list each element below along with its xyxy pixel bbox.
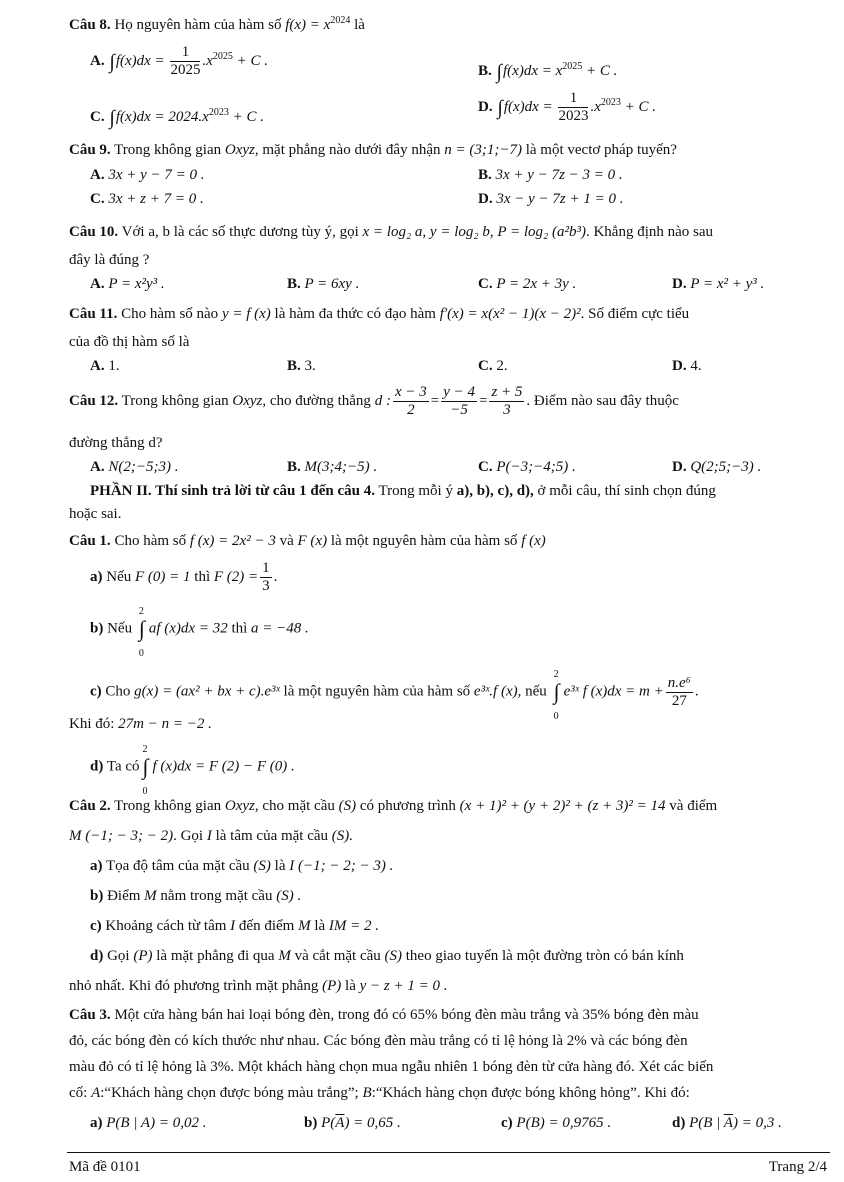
statement-text: Khi đó:	[69, 716, 115, 732]
question-11-stem	[69, 305, 689, 323]
math: .x	[202, 52, 213, 69]
math: y = f (x)	[221, 306, 271, 322]
denominator: 3	[262, 578, 270, 594]
exam-code: Mã đề 0101	[69, 1159, 141, 1175]
option-key: D.	[672, 358, 687, 374]
numerator: 1	[170, 44, 200, 62]
math: M(3;4;−5) .	[304, 459, 378, 475]
question-text: đây là đúng ?	[69, 252, 150, 268]
math: f(x)dx = 2024.x	[115, 109, 209, 125]
question-text: Trong không gian	[114, 798, 222, 814]
option-key: C.	[478, 459, 493, 475]
question-text: là hàm đa thức có đạo hàm	[274, 306, 436, 322]
math: F (x)	[297, 533, 328, 549]
question-12-stem: Câu 12. Trong không gian Oxyz, cho đường thẳng d : $\frac{x - 3}{2}$ = $\frac{y - 4}{-5}$ = $\frac{z + 5}{3}$ . Điểm nào sau đây thuộc	[69, 384, 679, 418]
option-d	[672, 357, 702, 375]
math: F (2) =	[213, 568, 259, 585]
question-text: Một cửa hàng bán hai loại bóng đèn, trong đó có 65% bóng đèn màu trắng và 35% bóng đèn màu	[114, 1007, 699, 1023]
statement-key: b)	[90, 888, 104, 904]
statement-c	[501, 1114, 611, 1132]
math: IM = 2 .	[328, 918, 380, 934]
definite-integral-sign: ∫ 2 0	[142, 747, 151, 787]
math: P = 2x + 3y .	[496, 276, 577, 292]
question-label: Câu 2.	[69, 798, 111, 814]
statement-text: là một nguyên hàm của hàm số	[283, 683, 471, 700]
statement-b	[90, 606, 309, 659]
math: (x + 1)² + (y + 2)² + (z + 3)² = 14	[459, 798, 666, 814]
statement-b	[304, 1114, 401, 1132]
question-text: :“Khách hàng chọn được bóng không hỏng”. Khi đó:	[371, 1085, 690, 1101]
option-text: 3.	[304, 358, 316, 374]
numerator: n.e⁶	[667, 674, 691, 691]
math: M	[298, 918, 311, 934]
math: I (−1; − 2; − 3) .	[289, 858, 394, 874]
math: 3x − y − 7z + 1 = 0 .	[496, 191, 624, 207]
question-text: đỏ, các bóng đèn có kích thước như nhau. Các bóng đèn màu trắng có tỉ lệ hỏng là 2% và các bóng đèn	[69, 1033, 688, 1049]
option-a	[90, 166, 205, 184]
math: (S)	[338, 798, 357, 814]
math: e³ˣ.f (x)	[473, 683, 518, 700]
question-label: Câu 8.	[69, 17, 111, 33]
fraction	[393, 384, 429, 419]
statement-key: a)	[90, 568, 103, 585]
question-text: của đồ thị hàm số là	[69, 334, 190, 350]
option-b	[287, 458, 377, 476]
math: f (x)	[521, 533, 546, 549]
math: ) = 0,65 .	[344, 1115, 401, 1131]
statement-text: là mặt phẳng đi qua	[156, 948, 275, 964]
integral-sign: ∫	[109, 50, 115, 73]
question-9-stem	[69, 141, 677, 159]
fraction	[260, 560, 272, 595]
question-text: , cho đường thẳng	[262, 392, 371, 409]
math: M	[278, 948, 291, 964]
option-key: D.	[672, 276, 687, 292]
math: g(x) = (ax² + bx + c).e³ˣ	[134, 683, 280, 700]
math: f (x)dx = F (2) − F (0) .	[152, 758, 295, 775]
option-key: D.	[672, 459, 687, 475]
statement-c-continuation	[69, 715, 212, 733]
statement-text: Tọa độ tâm của mặt cầu	[105, 858, 250, 874]
question-text: đường thẳng d?	[69, 435, 163, 451]
statement-text: , nếu	[517, 683, 547, 700]
option-key: B.	[287, 459, 301, 475]
math: (S)	[384, 948, 403, 964]
option-key: B.	[478, 63, 492, 79]
denominator: 2023	[558, 108, 589, 124]
option-key: D.	[478, 98, 493, 115]
fraction	[441, 384, 477, 419]
question-text: cố:	[69, 1085, 88, 1101]
upper-limit: 2	[553, 669, 559, 680]
question-text: Cho hàm số	[114, 533, 187, 549]
statement-key: c)	[501, 1115, 513, 1131]
math: B	[362, 1085, 372, 1101]
footer-divider	[67, 1152, 830, 1153]
statement-text: nhỏ nhất. Khi đó phương trình mặt phẳng	[69, 978, 319, 994]
option-key: C.	[90, 109, 105, 125]
math: + C .	[624, 98, 656, 115]
denominator: 2025	[170, 62, 201, 78]
math: Oxyz	[224, 798, 255, 814]
math: f(x)dx =	[115, 52, 165, 69]
question-text: Trong không gian	[121, 392, 229, 409]
math: (S).	[331, 828, 354, 844]
option-c	[90, 190, 204, 208]
question-text: và	[279, 533, 294, 549]
question-text: . Số điểm cực tiểu	[580, 306, 690, 322]
denominator: 2	[407, 402, 415, 418]
question-label: Câu 11.	[69, 306, 118, 322]
option-key: C.	[478, 358, 493, 374]
tf-question-3-stem	[69, 1006, 699, 1024]
question-label: Câu 3.	[69, 1007, 111, 1023]
complement-event: $\overline{A}$	[723, 1115, 733, 1131]
integral-sign: ∫	[497, 96, 503, 119]
statement-c	[90, 917, 379, 935]
math: + C .	[586, 63, 618, 79]
question-text: Trong không gian	[114, 142, 222, 158]
math: (P)	[322, 978, 342, 994]
option-c	[90, 104, 264, 127]
statement-a	[90, 857, 393, 875]
statement-key: d)	[90, 948, 104, 964]
exponent: 2025	[562, 61, 583, 72]
section-title: PHẦN II. Thí sinh trả lời từ câu 1 đến câu 4.	[90, 483, 375, 499]
math: I	[206, 828, 212, 844]
lower-limit: 0	[553, 711, 559, 722]
statement-text: Ta có	[106, 758, 140, 775]
numerator: x − 3	[394, 384, 427, 400]
math: Oxyz	[224, 142, 255, 158]
option-key: A.	[90, 167, 105, 183]
denominator: 3	[503, 402, 511, 418]
math: f(x)dx = x	[503, 63, 563, 79]
complement-event: $\overline{A}$	[335, 1115, 345, 1131]
math: P(B) = 0,9765 .	[516, 1115, 612, 1131]
math: (S)	[253, 858, 271, 874]
math: Oxyz	[232, 392, 263, 409]
math: f′(x) = x(x² − 1)(x − 2)²	[439, 306, 581, 322]
question-text: màu đỏ có tỉ lệ hỏng là 3%. Một khách hàng chọn mua ngẫu nhiên 1 bóng đèn từ cửa hàng đó. Xét các biến	[69, 1059, 714, 1075]
upper-limit: 2	[138, 606, 144, 617]
math: I	[230, 918, 236, 934]
math: P(B | A) = 0,02 .	[106, 1115, 207, 1131]
question-10-stem	[69, 223, 713, 241]
option-d	[672, 458, 761, 476]
statement-text: nằm trong mặt cầu	[160, 888, 273, 904]
option-a	[90, 275, 165, 293]
math: 3x + y − 7 = 0 .	[108, 167, 205, 183]
statement-key: d)	[90, 758, 104, 775]
math: f(x)dx =	[503, 98, 553, 115]
option-key: A.	[90, 276, 105, 292]
question-label: Câu 10.	[69, 224, 119, 240]
numerator: 1	[558, 90, 588, 108]
tf-question-2-stem-continuation	[69, 827, 353, 845]
statement-key: c)	[90, 683, 102, 700]
question-text: Họ nguyên hàm của hàm số	[114, 17, 282, 33]
math: d :	[374, 392, 391, 409]
math: a = −48 .	[251, 620, 309, 637]
question-text: . Điểm nào sau đây thuộc	[526, 392, 679, 409]
question-text: và điểm	[669, 798, 718, 814]
statement-text: là	[314, 918, 326, 934]
statement-text: đến điểm	[238, 918, 295, 934]
question-text: là một vectơ pháp tuyến?	[525, 142, 677, 158]
exponent: 2025	[212, 50, 233, 62]
statement-text: Gọi	[107, 948, 130, 964]
tf-question-2-stem	[69, 797, 717, 815]
integral-sign: ∫	[496, 60, 502, 83]
option-b	[478, 166, 623, 184]
question-text: là tâm của mặt cầu	[215, 828, 329, 844]
math: y − z + 1 = 0 .	[359, 978, 448, 994]
option-key: C.	[90, 191, 105, 207]
statement-text: theo giao tuyến là một đường tròn có bán kính	[405, 948, 684, 964]
math: n = (3;1;−7)	[444, 142, 522, 158]
statement-d	[90, 744, 295, 797]
math: M (−1; − 3; − 2)	[69, 828, 174, 844]
math: P = x² + y³ .	[690, 276, 765, 292]
statement-key: a)	[90, 1115, 103, 1131]
numerator: y − 4	[443, 384, 475, 400]
denominator: 27	[671, 692, 687, 709]
math: P(	[321, 1115, 336, 1131]
question-text: :“Khách hàng chọn được bóng màu trắng”;	[100, 1085, 359, 1101]
statement-key: b)	[90, 620, 104, 637]
statement-a	[90, 560, 277, 595]
statement-text: Nếu	[107, 620, 133, 637]
math: (P)	[133, 948, 153, 964]
option-key: A.	[90, 358, 105, 374]
statement-d-continuation	[69, 977, 447, 995]
math: P = 6xy .	[304, 276, 360, 292]
option-a	[90, 357, 120, 375]
statement-a	[90, 1114, 206, 1132]
numerator: z + 5	[491, 384, 523, 400]
statement-c	[90, 669, 699, 722]
question-text: Cho hàm số nào	[121, 306, 219, 322]
exponent: 2024	[330, 15, 351, 26]
denominator: −5	[450, 402, 468, 418]
math: P(B |	[689, 1115, 724, 1131]
section-text-bold: a), b), c), d),	[456, 483, 534, 499]
option-b	[478, 58, 617, 81]
math: x = log₂ a, y = log₂ b, P = log₂ (a²b³)	[362, 224, 586, 240]
option-key: B.	[287, 358, 301, 374]
statement-key: a)	[90, 858, 103, 874]
question-text-events	[69, 1084, 690, 1102]
statement-key: d)	[672, 1115, 686, 1131]
statement-text: thì	[231, 620, 248, 637]
tf-question-1-stem	[69, 532, 546, 550]
math: F (0) = 1	[135, 568, 191, 585]
question-label: Câu 12.	[69, 392, 119, 409]
question-label: Câu 1.	[69, 533, 111, 549]
statement-text: thì	[194, 568, 211, 585]
statement-text: Điểm	[107, 888, 141, 904]
fraction	[170, 44, 200, 79]
definite-integral-sign: ∫ 2 0	[553, 672, 562, 712]
option-d	[478, 190, 624, 208]
question-text: , cho mặt cầu	[254, 798, 335, 814]
math: af (x)dx = 32	[148, 620, 228, 637]
question-text: , mặt phẳng nào dưới đây nhận	[254, 142, 441, 158]
option-a	[90, 44, 268, 79]
math: + C .	[232, 109, 264, 125]
question-8-stem	[69, 12, 365, 34]
option-key: A.	[90, 52, 105, 69]
math: 27m − n = −2 .	[118, 716, 212, 732]
statement-text: là	[274, 858, 286, 874]
math: e³ˣ f (x)dx = m +	[563, 683, 664, 700]
math: + C .	[236, 52, 268, 69]
statement-d	[672, 1114, 782, 1132]
part-2-heading	[90, 482, 716, 500]
statement-text: Cho	[105, 683, 131, 700]
math: ) = 0,3 .	[732, 1115, 782, 1131]
math: f (x) = 2x² − 3	[189, 533, 276, 549]
exponent: 2023	[208, 107, 229, 118]
upper-limit: 2	[142, 744, 148, 755]
question-text: . Khẳng định nào sau	[585, 224, 714, 240]
option-text: 1.	[108, 358, 120, 374]
option-c	[478, 458, 576, 476]
math: M	[144, 888, 157, 904]
question-text: là một nguyên hàm của hàm số	[330, 533, 518, 549]
exponent: 2023	[600, 96, 621, 108]
math: P(−3;−4;5) .	[496, 459, 576, 475]
punctuation: .	[273, 568, 278, 585]
definite-integral-sign: ∫ 2 0	[138, 609, 147, 649]
math: N(2;−5;3) .	[108, 459, 179, 475]
option-key: A.	[90, 459, 105, 475]
option-key: B.	[287, 276, 301, 292]
question-text: Với a, b là các số thực dương tùy ý, gọi	[121, 224, 359, 240]
question-text: là	[354, 17, 365, 33]
section-text: ở mỗi câu, thí sinh chọn đúng	[537, 483, 716, 499]
fraction	[558, 90, 588, 125]
statement-key: c)	[90, 918, 102, 934]
statement-text: Khoảng cách từ tâm	[105, 918, 227, 934]
math: (S) .	[276, 888, 302, 904]
statement-key: b)	[304, 1115, 318, 1131]
question-text: . Gọi	[173, 828, 204, 844]
fraction	[666, 675, 693, 710]
numerator: 1	[262, 560, 270, 576]
option-c	[478, 275, 576, 293]
lower-limit: 0	[142, 786, 148, 797]
integral-sign: ∫	[109, 106, 115, 129]
option-text: 2.	[496, 358, 508, 374]
statement-b	[90, 887, 301, 905]
option-b	[287, 357, 316, 375]
option-d	[478, 90, 656, 125]
math: f(x) = x	[285, 17, 331, 33]
statement-text: là	[345, 978, 356, 994]
page-number: Trang 2/4	[768, 1159, 827, 1175]
option-d	[672, 275, 764, 293]
option-key: D.	[478, 191, 493, 207]
statement-text: Nếu	[106, 568, 132, 585]
math: P = x²y³ .	[108, 276, 165, 292]
section-text: hoặc sai.	[69, 506, 122, 522]
math: A	[91, 1085, 101, 1101]
option-a	[90, 458, 178, 476]
question-text: có phương trình	[359, 798, 456, 814]
statement-text: và cắt mặt cầu	[294, 948, 381, 964]
option-key: C.	[478, 276, 493, 292]
math: .x	[590, 98, 601, 115]
option-c	[478, 357, 508, 375]
fraction	[489, 384, 524, 419]
math: 3x + z + 7 = 0 .	[108, 191, 204, 207]
option-b	[287, 275, 359, 293]
statement-d	[90, 947, 684, 965]
option-key: B.	[478, 167, 492, 183]
section-text: Trong mỗi ý	[378, 483, 453, 499]
math: 3x + y − 7z − 3 = 0 .	[495, 167, 623, 183]
punctuation: .	[694, 683, 699, 700]
question-label: Câu 9.	[69, 142, 111, 158]
math: Q(2;5;−3) .	[690, 459, 762, 475]
lower-limit: 0	[138, 648, 144, 659]
option-text: 4.	[690, 358, 702, 374]
